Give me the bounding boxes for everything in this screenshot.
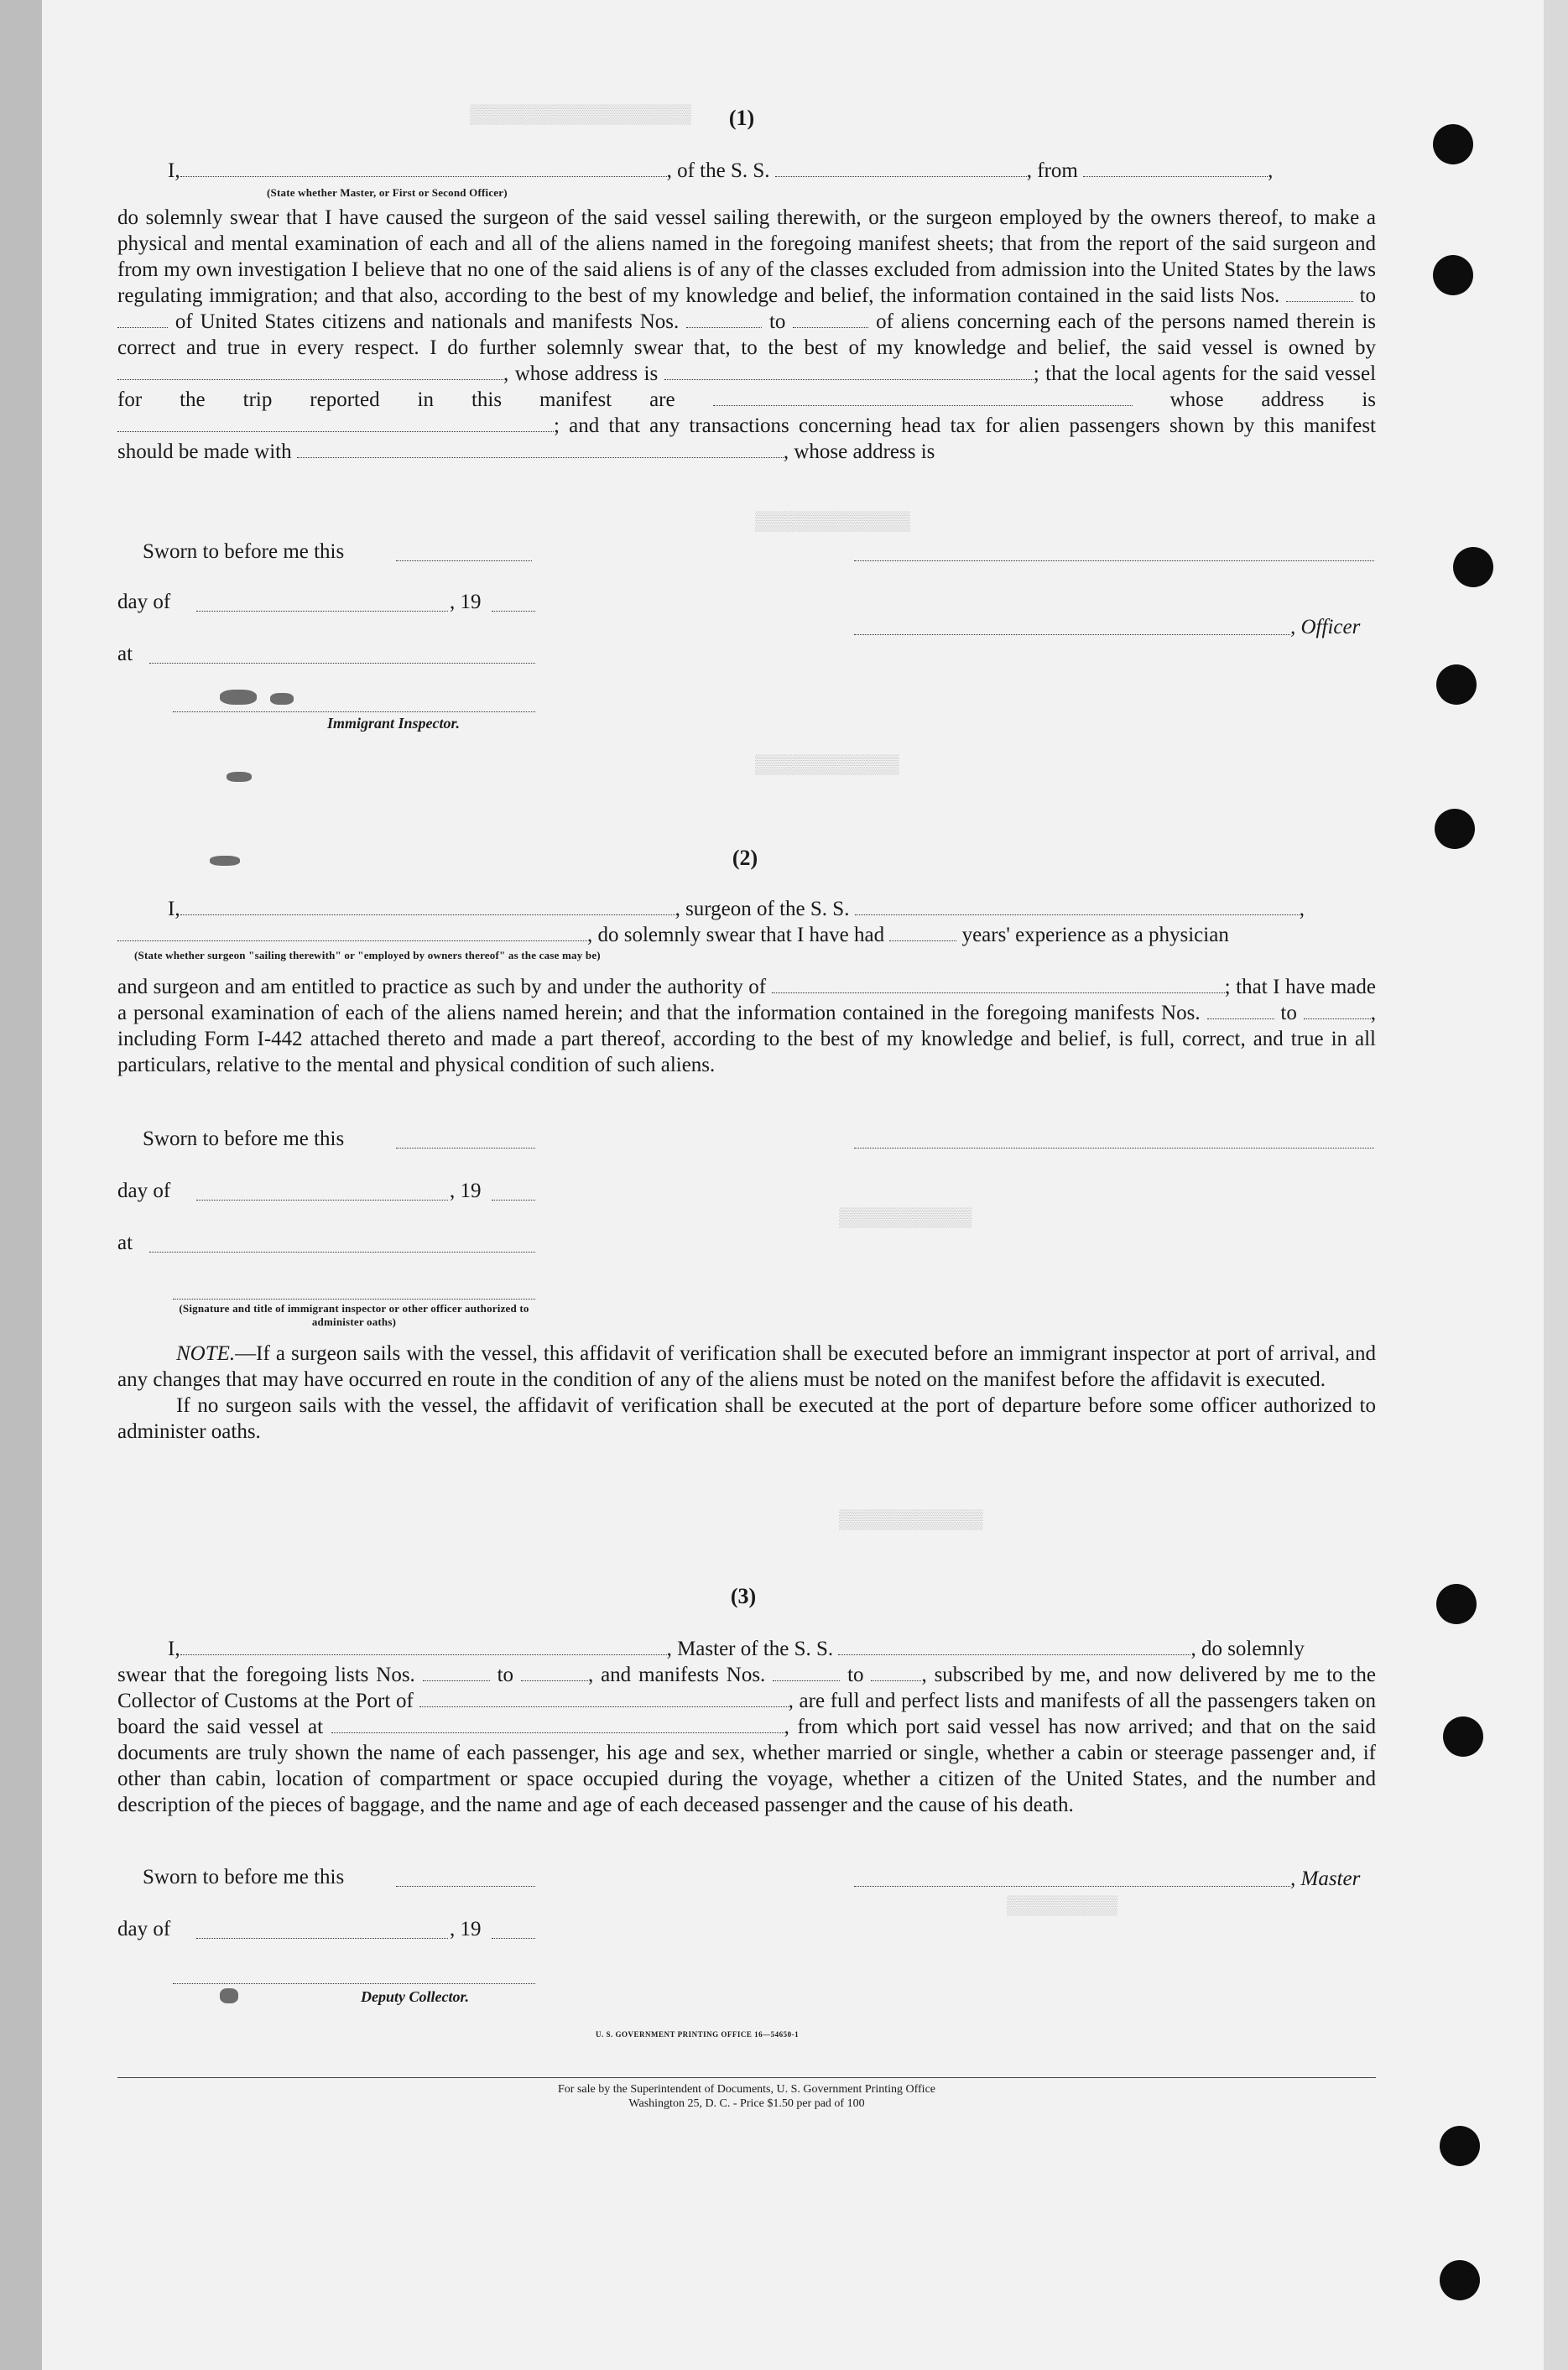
head-tax-contact-blank[interactable]	[297, 442, 784, 458]
surgeon-of-label: , surgeon of the S. S.	[675, 898, 850, 920]
pronoun-I: I,	[168, 898, 180, 920]
agents-address-blank[interactable]	[117, 416, 554, 432]
surgeon-signature-blank[interactable]	[854, 1148, 1374, 1149]
vessel-name-blank[interactable]	[775, 161, 1027, 177]
manifests-to-blank[interactable]	[793, 312, 868, 328]
deputy-collector-caption: Deputy Collector.	[361, 1988, 469, 2005]
surgeon-type-blank[interactable]	[117, 925, 587, 941]
master-name-blank[interactable]	[180, 1639, 667, 1655]
semicolon: ;	[1224, 976, 1231, 998]
authorized-officer-signature-blank[interactable]	[173, 1299, 535, 1300]
port-of-embarkation-blank[interactable]	[331, 1717, 784, 1733]
section2-body	[117, 974, 1376, 1078]
note-text-1: —If a surgeon sails with the vessel, this affidavit of verification shall be executed before an immigrant inspector at port of arrival, and any changes that may have occurred en route in the condition of any of the aliens must be noted on the manifest before the affidavit is executed.	[117, 1342, 1376, 1391]
of-ss-label: , of the S. S.	[666, 159, 770, 182]
owner-blank[interactable]	[117, 364, 503, 380]
month-blank-3[interactable]	[196, 1938, 448, 1939]
section3-text-1: swear that the foregoing lists Nos.	[117, 1664, 415, 1686]
binder-hole	[1440, 2126, 1480, 2166]
section3-text-5: , from which port said vessel has now arrived; and that on the said documents are truly shown the name of each passenger, his age and sex, whether married or single, whether a cabin or steerage passenger and, if other than cabin, location of compartment or space occupied during the voyage, whether a citizen of the United States, and the number and description of the pieces of baggage, and the name and age of each deceased passenger and the cause of his death.	[117, 1716, 1377, 1816]
binder-hole	[1433, 255, 1473, 295]
section1-text-7: whose address is	[1169, 388, 1377, 411]
month-blank-1[interactable]	[196, 611, 448, 612]
pronoun-I: I,	[168, 1638, 180, 1660]
surgeon-vessel-blank[interactable]	[855, 899, 1300, 915]
comma: ,	[1299, 898, 1305, 920]
bleed-through-mark: ▒▒▒▒▒▒▒▒▒▒▒▒▒	[839, 1510, 983, 1531]
sworn-date-blank-3[interactable]	[396, 1886, 535, 1887]
ink-stamp-mark	[270, 693, 294, 705]
pronoun-I: I,	[168, 159, 180, 182]
section3-text-2: , and manifests Nos.	[587, 1664, 766, 1686]
bleed-through-mark: ▒▒▒▒▒▒▒▒▒▒	[1007, 1896, 1118, 1917]
month-blank-2[interactable]	[196, 1200, 448, 1201]
section1-text-8: ; and that any transactions concerning head tax for alien passengers shown by this manifest should be made with	[117, 414, 1376, 463]
binder-hole	[1436, 1584, 1477, 1624]
sworn-label-3: Sworn to before me this	[143, 1866, 345, 1888]
scan-edge	[0, 0, 42, 2370]
section-number-1: (1)	[728, 106, 755, 130]
authorized-officer-caption: (Signature and title of immigrant inspector or other officer authorized to administer oaths)	[179, 1302, 529, 1328]
to-label: to	[1280, 1002, 1297, 1024]
at-label-2: at	[117, 1232, 133, 1254]
sworn-date-blank-1[interactable]	[396, 560, 532, 561]
ink-stamp-mark	[227, 772, 252, 782]
from-label: , from	[1026, 159, 1078, 182]
day-of-label-1: day of	[117, 591, 171, 613]
manifests-from-blank-2[interactable]	[1207, 1003, 1274, 1019]
binder-hole	[1433, 124, 1473, 164]
sworn-label-1: Sworn to before me this	[143, 540, 345, 563]
section2-text-2: that I have made a personal examination of each of the aliens named herein; and that the information contained in the foregoing manifests Nos.	[117, 976, 1376, 1024]
bleed-through-mark: ▒▒▒▒▒▒▒▒▒▒▒▒▒▒▒▒▒▒▒▒	[470, 105, 692, 126]
at-label-1: at	[117, 643, 133, 665]
officer-rank-blank[interactable]	[180, 161, 667, 177]
master-vessel-blank[interactable]	[838, 1639, 1190, 1655]
section2-second-line	[117, 922, 1376, 948]
printer-line: U. S. GOVERNMENT PRINTING OFFICE 16—54650-1	[596, 2030, 800, 2039]
section1-text-6: that the local agents for the said vessel for the trip reported in this manifest are	[117, 362, 1377, 411]
day-of-label-3: day of	[117, 1918, 171, 1940]
binder-hole	[1443, 1716, 1483, 1757]
section-number-3: (3)	[730, 1584, 757, 1608]
place-blank-2[interactable]	[149, 1252, 535, 1253]
section1-text-9: , whose address is	[783, 440, 935, 463]
section1-text-4: , whose address is	[503, 362, 659, 385]
bleed-through-mark: ▒▒▒▒▒▒▒▒▒▒▒▒▒	[755, 755, 899, 776]
section2-first-line	[117, 896, 1376, 922]
authority-blank[interactable]	[772, 977, 1225, 993]
departure-port-blank[interactable]	[1083, 161, 1268, 177]
sworn-date-blank-2[interactable]	[396, 1148, 535, 1149]
owner-address-blank[interactable]	[664, 364, 1034, 380]
to-label: to	[497, 1664, 514, 1686]
surgeon-type-caption: (State whether surgeon "sailing therewith" or "employed by owners thereof" as the case may be)	[134, 949, 601, 961]
comma: ,	[1268, 159, 1274, 182]
section2-text-1: and surgeon and am entitled to practice as such by and under the authority of	[117, 976, 767, 998]
bleed-through-mark: ▒▒▒▒▒▒▒▒▒▒▒▒	[839, 1208, 972, 1229]
section3-text-4: , are full and perfect lists and manifests of all the passengers taken on board the said vessel at	[117, 1690, 1377, 1738]
officer-label: , Officer	[1290, 616, 1361, 638]
note-label: NOTE.	[176, 1342, 236, 1365]
manifests-to-blank-3[interactable]	[871, 1665, 921, 1681]
signature-blank-1[interactable]	[854, 560, 1374, 561]
inspector-caption: Immigrant Inspector.	[327, 715, 461, 732]
section3-first-line	[117, 1636, 1376, 1662]
note-text-2: If no surgeon sails with the vessel, the affidavit of verification shall be executed at the port of departure before some officer authorized to administer oaths.	[117, 1394, 1376, 1443]
year-blank-1[interactable]	[492, 611, 535, 612]
semicolon: ;	[1033, 362, 1039, 385]
sworn-label-2: Sworn to before me this	[143, 1128, 345, 1150]
lists-to-blank[interactable]	[117, 312, 168, 328]
years-experience-blank[interactable]	[889, 925, 956, 941]
port-of-arrival-blank[interactable]	[419, 1691, 789, 1707]
footer-sale-notice	[117, 2082, 1376, 2111]
binder-hole	[1435, 809, 1475, 849]
lists-from-blank-3[interactable]	[423, 1665, 490, 1681]
local-agents-blank[interactable]	[713, 390, 1133, 406]
section2-text-3: , including Form I-442 attached thereto and made a part thereof, according to the best of my knowledge and belief, is full, correct, and true in all particulars, relative to the mental and physical condition of such aliens.	[117, 1002, 1377, 1076]
footer-rule	[117, 2077, 1376, 2078]
section3-text-3: , subscribed by me, and now delivered by me to the Collector of Customs at the Port of	[117, 1664, 1376, 1712]
footer-line-1: For sale by the Superintendent of Documents, U. S. Government Printing Office	[558, 2083, 935, 2096]
master-signature-blank[interactable]	[854, 1886, 1290, 1887]
officer-rank-caption: (State whether Master, or First or Second Officer)	[267, 186, 508, 199]
deputy-collector-signature-blank[interactable]	[173, 1983, 535, 1984]
binder-hole	[1436, 664, 1477, 705]
section1-first-line	[117, 158, 1376, 184]
ink-stamp-mark	[210, 856, 240, 866]
year-label-2: , 19	[450, 1180, 482, 1202]
section1-text-3: of aliens concerning each of the persons named therein is correct and true in every respect. I do further solemnly swear that, to the best of my knowledge and belief, the said vessel is owned by	[117, 310, 1377, 359]
day-of-label-2: day of	[117, 1180, 171, 1202]
binder-hole	[1440, 2260, 1480, 2300]
master-label: , Master	[1290, 1867, 1361, 1890]
to-label: to	[768, 310, 786, 333]
year-blank-3[interactable]	[492, 1938, 535, 1939]
place-blank-1[interactable]	[149, 663, 535, 664]
lists-to-blank-3[interactable]	[521, 1665, 588, 1681]
section1-body	[117, 205, 1376, 465]
section3-body	[117, 1662, 1376, 1818]
inspector-signature-blank[interactable]	[173, 711, 535, 712]
bleed-through-mark: ▒▒▒▒▒▒▒▒▒▒▒▒▒▒	[755, 512, 910, 533]
section1-text-2: of United States citizens and nationals and manifests Nos.	[175, 310, 680, 333]
to-label: to	[1359, 284, 1377, 307]
solemnly-label: , do solemnly	[1190, 1638, 1305, 1660]
surgeon-swear-label: , do solemnly swear that I have had	[587, 924, 885, 946]
lists-from-blank[interactable]	[1286, 286, 1353, 302]
year-blank-2[interactable]	[492, 1200, 535, 1201]
manifests-to-blank-2[interactable]	[1304, 1003, 1371, 1019]
binder-hole	[1453, 547, 1493, 587]
section2-note	[117, 1341, 1376, 1445]
manifests-from-blank-3[interactable]	[773, 1665, 840, 1681]
year-label-3: , 19	[450, 1918, 482, 1940]
years-experience-label: years' experience as a physician	[961, 924, 1229, 946]
officer-signature-blank[interactable]	[854, 634, 1290, 635]
to-label: to	[847, 1664, 864, 1686]
footer-line-2: Washington 25, D. C. - Price $1.50 per pad of 100	[628, 2097, 865, 2110]
section-number-2: (2)	[732, 846, 758, 870]
ink-stamp-mark	[220, 690, 257, 705]
surgeon-name-blank[interactable]	[180, 899, 675, 915]
section1-text-1: do solemnly swear that I have caused the surgeon of the said vessel sailing therewith, or the surgeon employed by the owners thereof, to make a physical and mental examination of each and all of the aliens named in the foregoing manifest sheets; that from the report of the said surgeon and from my own investigation I believe that no one of the said aliens is of any of the classes excluded from admission into the United States by the laws regulating immigration; and that also, according to the best of my knowledge and belief, the information contained in the said lists Nos.	[117, 206, 1376, 307]
ink-stamp-mark	[220, 1988, 238, 2003]
master-of-label: , Master of the S. S.	[666, 1638, 834, 1660]
manifests-from-blank[interactable]	[686, 312, 762, 328]
year-label-1: , 19	[450, 591, 482, 613]
